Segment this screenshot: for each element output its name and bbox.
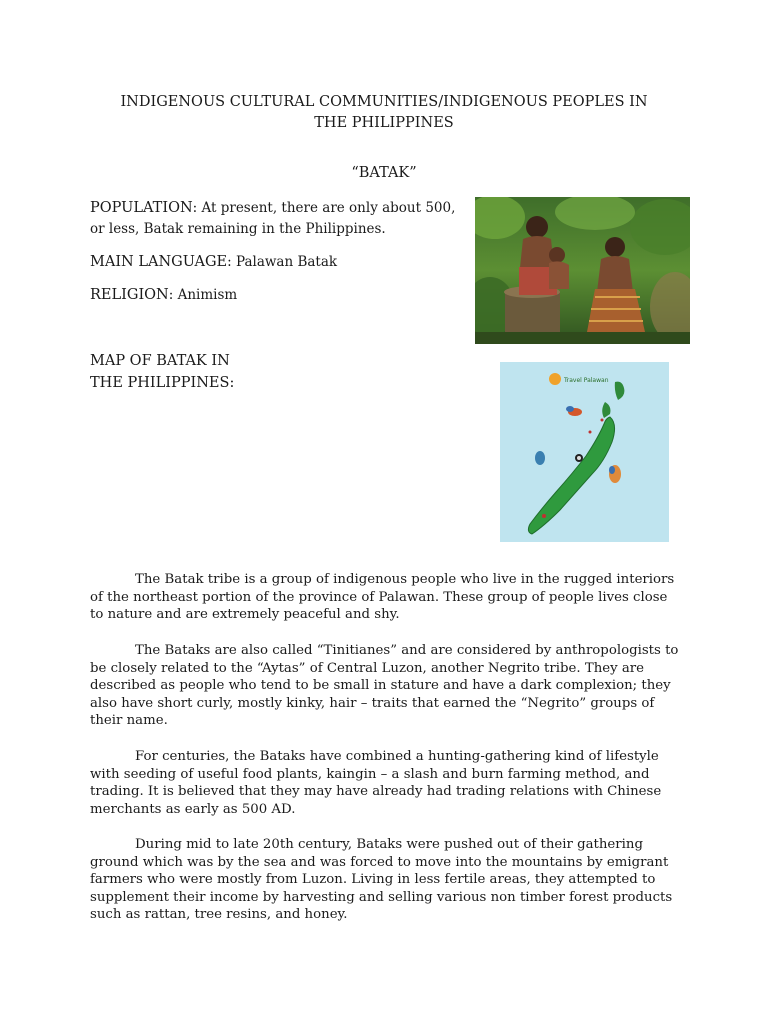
language-label: MAIN LANGUAGE <box>90 254 228 270</box>
paragraph-1 <box>90 571 680 624</box>
religion-text: : Animism <box>168 287 238 303</box>
title-line-1: INDIGENOUS CULTURAL COMMUNITIES/INDIGENOUS PEOPLES IN <box>120 94 648 110</box>
map-logo-text: Travel Palawan <box>564 377 609 384</box>
map-heading-line-2: THE PHILIPPINES: <box>90 375 235 391</box>
paragraph-1-text: The Batak tribe is a group of indigenous people who live in the rugged interiors of the northeast portion of the province of Palawan. These group of people lives close to nature and are extremely peaceful and shy. <box>90 572 675 623</box>
subtitle: “BATAK” <box>351 165 417 181</box>
paragraph-4-text: During mid to late 20th century, Bataks were pushed out of their gathering ground which was by the sea and was forced to move into the mountains by emigrant farmers who were mostly from Luzon. Living in less fertile areas, they attempted to supplement their income by harvesting and selling various non timber forest products such as rattan, tree resins, and honey. <box>90 837 673 923</box>
population-text: : At present, there are only about 500, or less, Batak remaining in the Philippines. <box>90 200 456 237</box>
paragraph-2-text: The Bataks are also called “Tinitianes” and are considered by anthropologists to be closely related to the “Aytas” of Central Luzon, another Negrito tribe. They are described as people who tend to be small in stature and have a dark complexion; they also have short curly, mostly kinky, hair – traits that earned the “Negrito” groups of their name. <box>90 643 679 729</box>
paragraph-4 <box>90 836 680 924</box>
palawan-map <box>500 362 669 542</box>
document-title <box>90 92 678 134</box>
language-section <box>90 252 460 273</box>
map-heading <box>90 350 310 394</box>
religion-label: RELIGION <box>90 287 169 303</box>
language-text: : Palawan Batak <box>227 254 338 270</box>
batak-people-photo <box>475 197 690 344</box>
population-section <box>90 198 460 240</box>
paragraph-2 <box>90 642 680 730</box>
map-logo-icon <box>549 373 561 385</box>
title-line-2: THE PHILIPPINES <box>314 115 454 131</box>
map-heading-line-1: MAP OF BATAK IN <box>90 353 230 369</box>
population-label: POPULATION <box>90 200 193 216</box>
paragraph-3 <box>90 748 680 818</box>
religion-section <box>90 285 460 306</box>
paragraph-3-text: For centuries, the Bataks have combined a hunting-gathering kind of lifestyle with seeding of useful food plants, kaingin – a slash and burn farming method, and trading. It is believed that they may have already had trading relations with Chinese merchants as early as 500 AD. <box>90 749 662 817</box>
